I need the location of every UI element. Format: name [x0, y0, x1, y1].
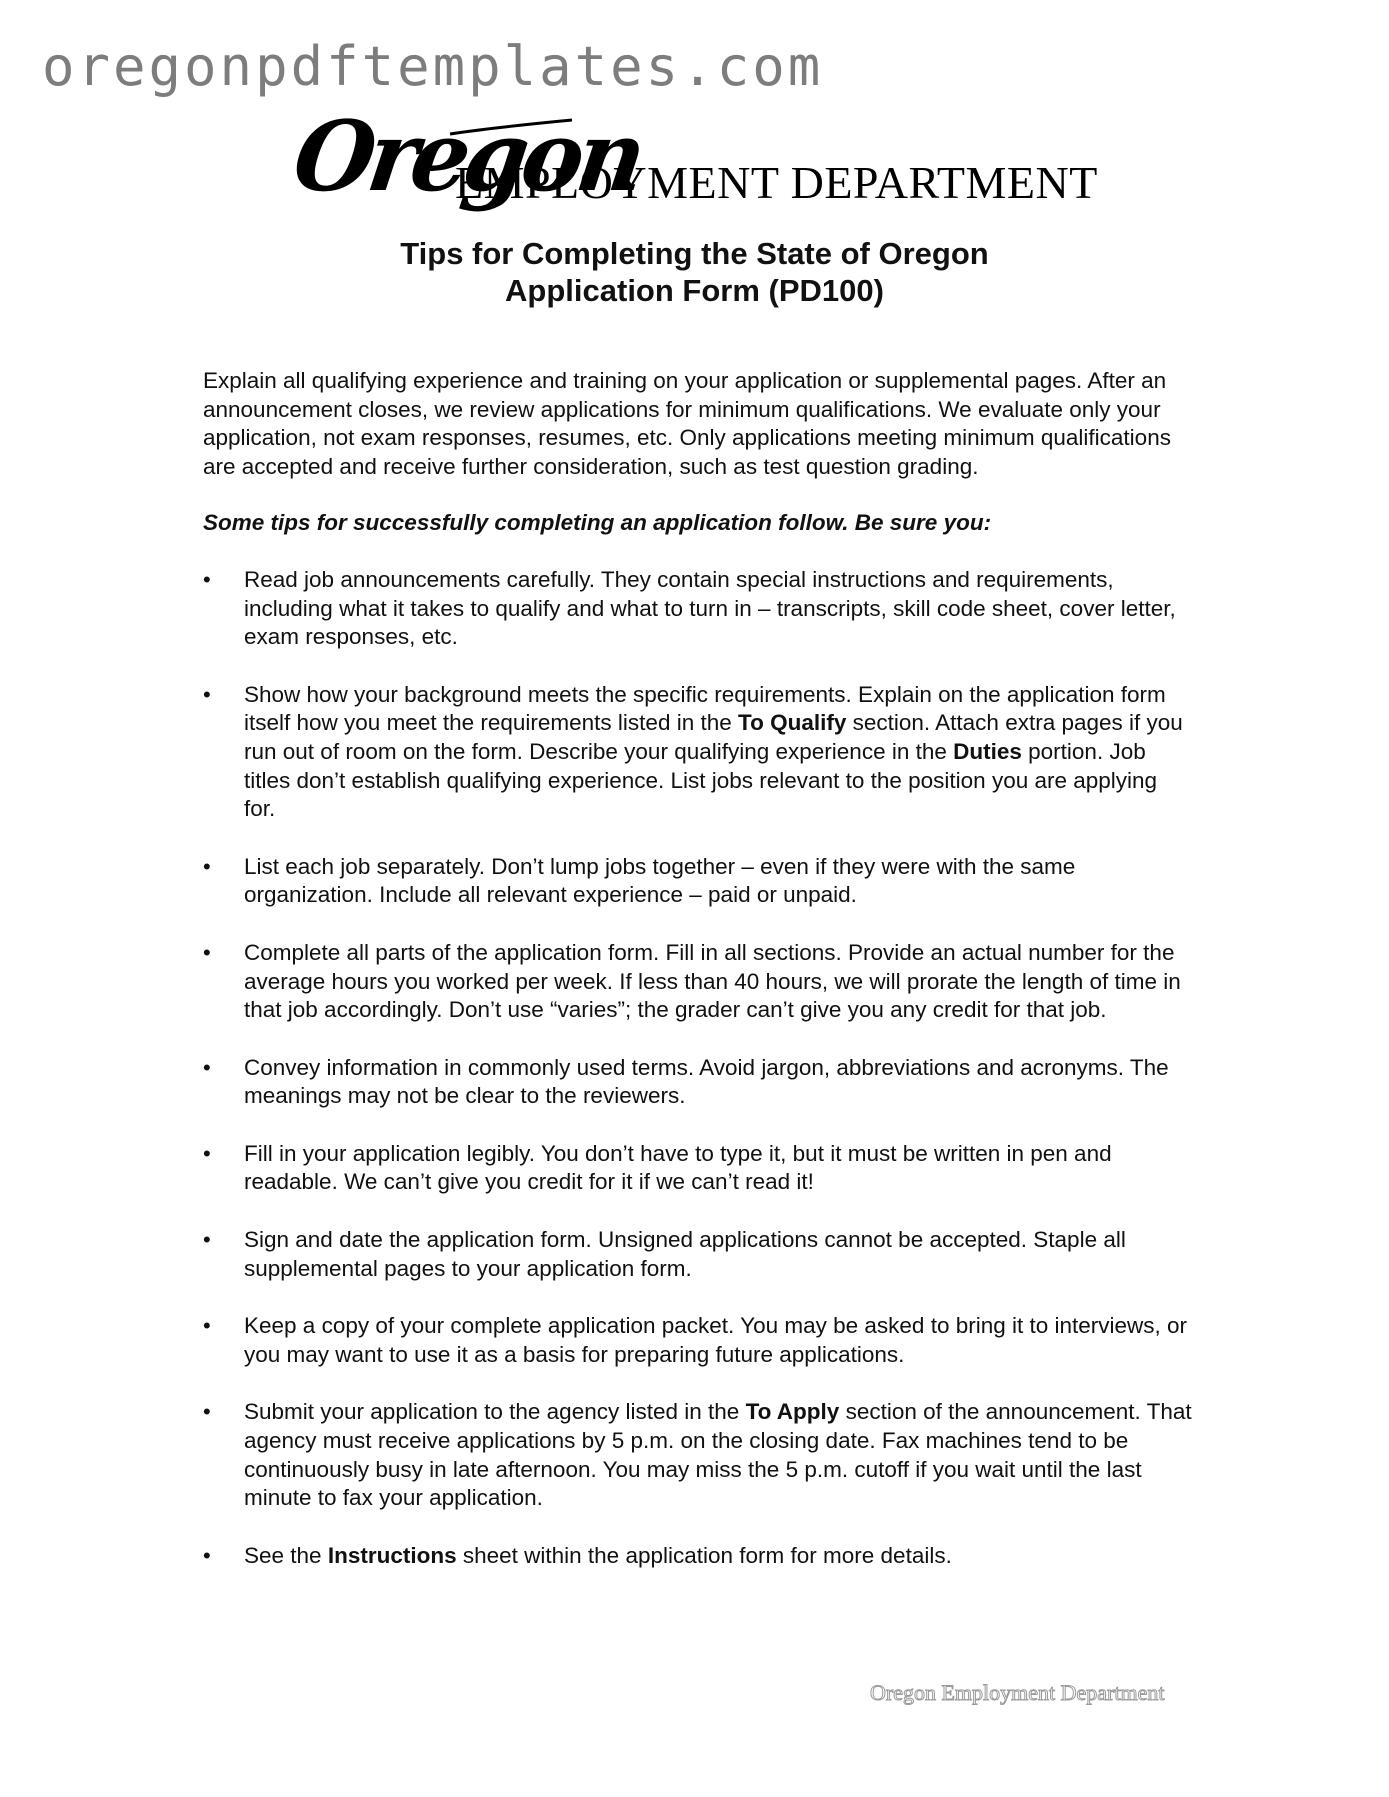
bullet-icon: •: [203, 853, 211, 879]
tip-text: section. Attach extra pages if you run out of room on the form. Describe your qualifying experience in the: [244, 710, 1183, 764]
tip-text: Keep a copy of your complete application packet. You may be asked to bring it to interviews, or you may want to use it as a basis for preparing future applications.: [244, 1313, 1188, 1367]
footer-department: Oregon Employment Department: [870, 1680, 1165, 1705]
bullet-icon: •: [203, 1140, 211, 1166]
oregon-employment-logo: [287, 99, 1100, 224]
list-item: [203, 1140, 1193, 1197]
list-item: [203, 939, 1193, 1025]
title-line-2: Application Form (PD100): [505, 273, 884, 308]
list-item: [203, 1312, 1193, 1369]
bullet-icon: •: [203, 566, 211, 592]
tip-text: Convey information in commonly used terms. Avoid jargon, abbreviations and acronyms. The meanings may not be clear to the reviewers.: [244, 1054, 1169, 1109]
bullet-icon: •: [203, 1542, 211, 1568]
tip-text: sheet within the application form for more details.: [456, 1542, 952, 1568]
list-item: [203, 1226, 1193, 1283]
list-item: [203, 681, 1193, 824]
tip-text: portion. Job titles don’t establish qualifying experience. List jobs relevant to the position you are applying for.: [244, 738, 1158, 822]
tip-emphasis: Duties: [953, 738, 1022, 764]
document-body: [203, 367, 1193, 1599]
list-item: [203, 853, 1193, 910]
tip-text: Submit your application to the agency listed in the: [244, 1399, 746, 1425]
bullet-icon: •: [203, 1054, 211, 1080]
title-line-1: Tips for Completing the State of Oregon: [400, 236, 989, 271]
bullet-icon: •: [203, 1227, 211, 1253]
logo-script-word: Oregon: [287, 99, 647, 213]
intro-paragraph: Explain all qualifying experience and training on your application or supplemental pages. After an announcement closes, we review applications for minimum qualifications. We evaluate only your application, not exam responses, resumes, etc. Only applications meeting minimum qualifications are accepted and receive further consideration, such as test question grading.: [203, 368, 1171, 479]
tip-text: Show how your background meets the specific requirements. Explain on the application form itself how you meet the requirements listed in the: [244, 681, 1166, 736]
bullet-icon: •: [203, 1399, 211, 1425]
tip-text: Fill in your application legibly. You don’t have to type it, but it must be written in pen and readable. We can’t give you credit for it if we can’t read it!: [244, 1140, 1112, 1195]
bullet-icon: •: [203, 1313, 211, 1339]
tip-text: Read job announcements carefully. They contain special instructions and requirements, including what it takes to qualify and what to turn in – transcripts, skill code sheet, cover letter, exam responses, etc.: [244, 566, 1176, 650]
tips-lead-in: Some tips for successfully completing an application follow. Be sure you:: [203, 510, 992, 536]
tip-emphasis: To Apply: [745, 1399, 840, 1425]
tip-text: Sign and date the application form. Unsigned applications cannot be accepted. Staple all supplemental pages to your application form.: [244, 1227, 1126, 1281]
tip-text: section of the announcement. That agency must receive applications by 5 p.m. on the closing date. Fax machines tend to be continuously busy in late afternoon. You may miss the 5 p.m. cutoff if you wait until the last minute to fax your application.: [244, 1399, 1192, 1511]
tip-emphasis: To Qualify: [738, 710, 847, 736]
list-item: [203, 1054, 1193, 1111]
tip-text: List each job separately. Don’t lump jobs together – even if they were with the same organization. Include all relevant experience – paid or unpaid.: [244, 853, 1076, 908]
tips-list: [203, 566, 1193, 1570]
tip-text: See the: [244, 1542, 328, 1568]
tip-text: Complete all parts of the application form. Fill in all sections. Provide an actual number for the average hours you worked per week. If less than 40 hours, we will prorate the length of time in that job accordingly. Don’t use “varies”; the grader can’t give you any credit for that job.: [244, 939, 1181, 1023]
list-item: [203, 1542, 1193, 1571]
site-watermark: oregonpdftemplates.com: [42, 35, 824, 98]
list-item: [203, 566, 1193, 652]
logo-department-text: EMPLOYMENT DEPARTMENT: [455, 157, 1098, 208]
tip-emphasis: Instructions: [327, 1542, 457, 1568]
list-item: [203, 1398, 1193, 1512]
page-title: [0, 235, 1389, 309]
bullet-icon: •: [203, 681, 211, 707]
bullet-icon: •: [203, 939, 211, 965]
